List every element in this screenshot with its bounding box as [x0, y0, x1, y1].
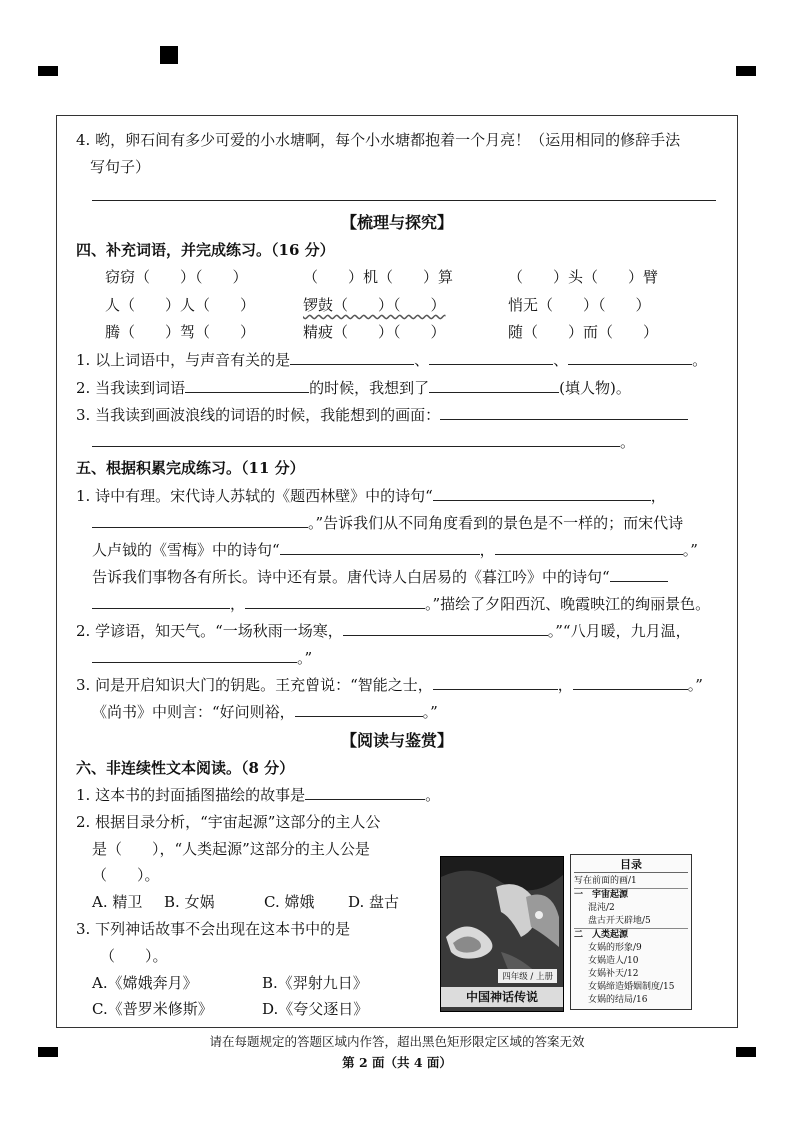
- answer-blank[interactable]: [429, 350, 553, 365]
- toc-chapter: 一 宇宙起源: [574, 888, 688, 902]
- option-c[interactable]: C. 嫦娥: [264, 893, 315, 911]
- toc-item: 女娲的结局/16: [588, 995, 648, 1005]
- book-cover-image: [440, 856, 564, 1012]
- toc-chapter: 二 人类起源: [574, 928, 688, 942]
- answer-blank[interactable]: [92, 648, 297, 663]
- section-4-sub-3: 3. 当我读到画波浪线的词语的时候，我能想到的画面：: [76, 405, 688, 425]
- section-4-sub-3-cont: 。: [92, 432, 635, 452]
- section-6-q2-line2: 是（ ），“人类起源”这部分的主人公是: [92, 840, 370, 858]
- poem-line-3: 人卢钺的《雪梅》中的诗句“ ， 。”: [92, 541, 698, 559]
- poem-line-5: ， 。”描绘了夕阳西沉、晚霞映江的绚丽景色。: [92, 594, 710, 614]
- section-heading-sort: 【梳理与探究】: [340, 213, 453, 232]
- toc-item: 女娲造人/10: [588, 956, 639, 966]
- registration-mark: [38, 66, 58, 76]
- quote-line-2: 《尚书》中则言：“好问则裕， 。”: [92, 703, 438, 721]
- section-4-title: 四、补充词语，并完成练习。（16 分）: [76, 241, 335, 259]
- option-a[interactable]: A.《嫦娥奔月》: [92, 974, 198, 992]
- option-c[interactable]: C.《普罗米修斯》: [92, 1000, 213, 1018]
- answer-blank[interactable]: [433, 486, 651, 501]
- answer-blank[interactable]: [295, 702, 423, 717]
- poem-line-4: 告诉我们事物各有所长。诗中还有景。唐代诗人白居易的《暮江吟》中的诗句“: [92, 567, 668, 587]
- quote-line-1: 3. 问是开启知识大门的钥匙。王充曾说：“智能之士， ， 。”: [76, 676, 703, 694]
- answer-blank[interactable]: [568, 350, 692, 365]
- answer-blank[interactable]: [290, 350, 414, 365]
- question-4-line2: 写句子）: [90, 158, 151, 176]
- option-d[interactable]: D.《夸父逐日》: [262, 1000, 369, 1018]
- answer-blank[interactable]: [573, 675, 688, 690]
- page-number: 第 2 面（共 4 面）: [342, 1055, 452, 1070]
- toc-item: 混沌/2: [588, 903, 615, 913]
- cover-title: 中国神话传说: [441, 987, 563, 1007]
- answer-blank[interactable]: [343, 621, 548, 636]
- toc-item: 盘古开天辟地/5: [588, 916, 651, 926]
- section-6-q3-line2: （ ）。: [100, 947, 168, 965]
- option-b[interactable]: B.《羿射九日》: [262, 974, 368, 992]
- answer-blank[interactable]: [92, 594, 230, 609]
- section-4-sub-2: 2. 当我读到词语 的时候，我想到了 (填人物)。: [76, 379, 631, 397]
- answer-blank[interactable]: [433, 675, 558, 690]
- proverb-line-2: 。”: [92, 648, 312, 668]
- word-blank-3-1[interactable]: 腾（ ）驾（ ）: [105, 323, 256, 341]
- answer-blank[interactable]: [245, 594, 425, 609]
- section-5-title: 五、根据积累完成练习。（11 分）: [76, 459, 305, 477]
- section-6-title: 六、非连续性文本阅读。（8 分）: [76, 759, 295, 777]
- cover-grade-label: 四年级 / 上册: [498, 969, 557, 983]
- registration-mark: [736, 66, 756, 76]
- answer-blank[interactable]: [495, 540, 683, 555]
- toc-item: 女娲缔造婚姻制度/15: [588, 982, 675, 992]
- proverb-line-1: 2. 学谚语，知天气。“一场秋雨一场寒， 。”“八月暖，九月温，: [76, 622, 691, 640]
- answer-blank[interactable]: [92, 432, 620, 447]
- word-blank-3-2[interactable]: 精疲（ ）（ ）: [303, 323, 446, 341]
- answer-blank[interactable]: [305, 785, 425, 800]
- answer-blank[interactable]: [185, 378, 309, 393]
- answer-line[interactable]: [92, 186, 716, 201]
- word-blank-1-2[interactable]: （ ）机（ ）算: [303, 268, 454, 286]
- answer-blank[interactable]: [440, 405, 688, 420]
- toc-item: 女娲的形象/9: [588, 943, 642, 953]
- answer-blank[interactable]: [92, 513, 308, 528]
- poem-line-2: 。”告诉我们从不同角度看到的景色是不一样的；而宋代诗: [92, 513, 683, 533]
- option-b[interactable]: B. 女娲: [164, 893, 215, 911]
- section-6-q2-line1: 2. 根据目录分析，“宇宙起源”这部分的主人公: [76, 813, 381, 831]
- option-d[interactable]: D. 盘古: [348, 893, 400, 911]
- word-blank-2-3[interactable]: 悄无（ ）（ ）: [508, 296, 651, 314]
- answer-blank[interactable]: [280, 540, 480, 555]
- table-of-contents: [570, 854, 692, 1010]
- question-4-line1: 4. 哟，卵石间有多少可爱的小水塘啊，每个小水塘都抱着一个月亮！（运用相同的修辞手法: [76, 131, 681, 149]
- section-heading-read: 【阅读与鉴赏】: [340, 731, 453, 750]
- word-blank-1-1[interactable]: 窃窃（ ）（ ）: [105, 268, 248, 286]
- registration-mark: [160, 46, 178, 64]
- option-a[interactable]: A. 精卫: [92, 893, 143, 911]
- section-4-sub-1: 1. 以上词语中，与声音有关的是 、 、 。: [76, 351, 708, 369]
- answer-blank[interactable]: [610, 567, 668, 582]
- word-blank-3-3[interactable]: 随（ ）而（ ）: [508, 323, 659, 341]
- word-blank-1-3[interactable]: （ ）头（ ）臂: [508, 268, 659, 286]
- answer-blank[interactable]: [429, 378, 559, 393]
- word-blank-2-1[interactable]: 人（ ）人（ ）: [105, 296, 256, 314]
- toc-title: 目录: [574, 857, 688, 873]
- section-6-q3-line1: 3. 下列神话故事不会出现在这本书中的是: [76, 920, 351, 938]
- section-6-q1: 1. 这本书的封面插图描绘的故事是 。: [76, 786, 441, 804]
- toc-item: 女娲补天/12: [588, 969, 639, 979]
- word-blank-2-2-wavy[interactable]: 锣鼓（ ）（ ）: [303, 296, 446, 314]
- toc-item: 写在前面的画/1: [574, 876, 637, 886]
- poem-line-1: 1. 诗中有理。宋代诗人苏轼的《题西林壁》中的诗句“ ，: [76, 487, 666, 505]
- section-6-q2-line3: （ ）。: [92, 866, 160, 884]
- footer-notice: 请在每题规定的答题区域内作答，超出黑色矩形限定区域的答案无效: [209, 1034, 585, 1049]
